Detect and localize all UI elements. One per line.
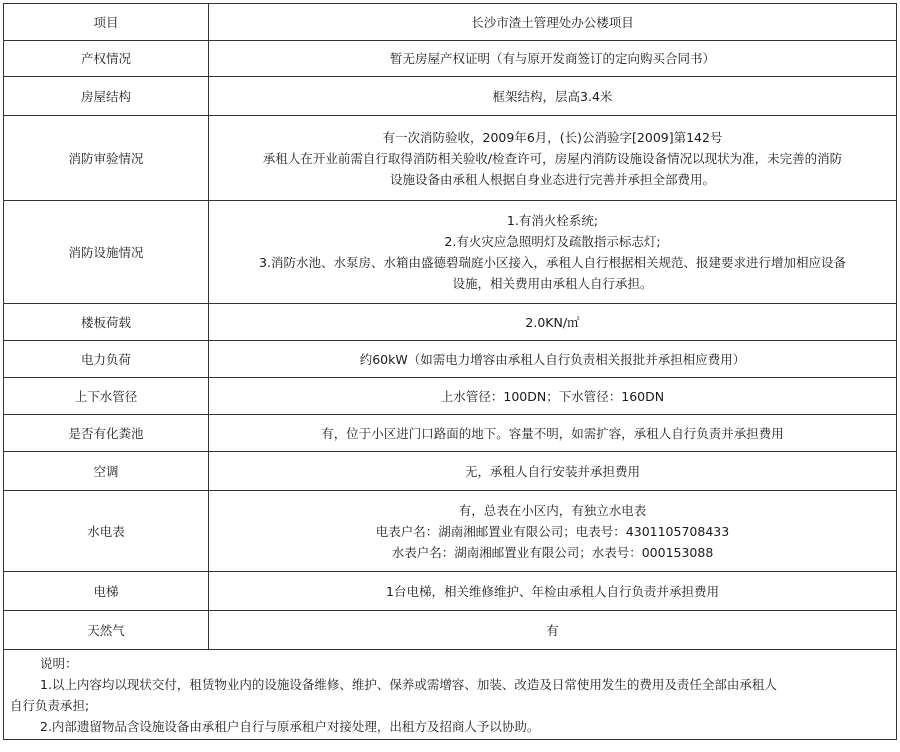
value-line: 约60kW（如需电力增容由承租人自行负责相关报批并承担相应费用）: [359, 351, 746, 367]
row-label: 空调: [4, 452, 209, 491]
value-line: 2.0KN/㎡: [525, 314, 580, 330]
value-line: 1.有消火栓系统;: [506, 213, 599, 228]
row-label: 电梯: [4, 572, 209, 611]
row-value: [209, 4, 897, 41]
value-line: 2.有火灾应急照明灯及疏散指示标志灯;: [444, 234, 661, 249]
row-value: [209, 572, 897, 611]
value-line: 3.消防水池、水泵房、水箱由盛德碧瑞庭小区接入，承租人自行根据相关规范、报建要求进行增加相应设备: [259, 255, 846, 270]
notes-cell: [4, 650, 897, 740]
value-line: 有，位于小区进门口路面的地下。容量不明，如需扩容，承租人自行负责并承担费用: [321, 425, 784, 441]
table-row: [4, 415, 897, 452]
value-line: 设施设备由承租人根据自身业态进行完善并承担全部费用。: [389, 171, 715, 187]
row-value: [209, 415, 897, 452]
value-line: 1台电梯，相关维修维护、年检由承租人自行负责并承担费用: [386, 583, 719, 599]
row-value: [209, 201, 897, 304]
row-value: [209, 611, 897, 650]
row-label: 产权情况: [4, 41, 209, 77]
row-value: [209, 304, 897, 341]
row-label: 消防审验情况: [4, 116, 209, 201]
table-row: [4, 4, 897, 41]
table-row: [4, 41, 897, 77]
row-value: [209, 116, 897, 201]
row-label: 房屋结构: [4, 77, 209, 116]
table-row: [4, 491, 897, 572]
row-label: 电力负荷: [4, 341, 209, 378]
value-line: 有: [546, 622, 559, 638]
row-value: [209, 341, 897, 378]
value-line: 上水管径：100DN；下水管径：160DN: [440, 388, 665, 404]
value-line: 水表户名：湖南湘邮置业有限公司；水表号：000153088: [391, 544, 714, 560]
table-row: [4, 201, 897, 304]
row-label: 上下水管径: [4, 378, 209, 415]
table-row: [4, 378, 897, 415]
value-line: 电表户名：湖南湘邮置业有限公司；电表号：4301105708433: [375, 523, 730, 539]
table-row: [4, 452, 897, 491]
notes-row: [4, 650, 897, 740]
notes-heading: 说明：: [40, 656, 78, 671]
row-label: 消防设施情况: [4, 201, 209, 304]
row-value: [209, 491, 897, 572]
table-row: [4, 116, 897, 201]
value-line: 有一次消防验收，2009年6月，(长)公消验字[2009]第142号: [382, 129, 723, 145]
row-value: [209, 452, 897, 491]
row-label: 是否有化粪池: [4, 415, 209, 452]
property-info-table: [3, 3, 897, 740]
table-row: [4, 77, 897, 116]
value-line: 无，承租人自行安装并承担费用: [464, 463, 640, 479]
notes-line: 1.以上内容均以现状交付，租赁物业内的设施设备维修、维护、保养或需增容、加装、改造及日常使用发生的费用及责任全部由承租人: [40, 677, 777, 692]
table-row: [4, 341, 897, 378]
value-line: 长沙市渣土管理处办公楼项目: [471, 14, 634, 30]
row-label: 水电表: [4, 491, 209, 572]
value-line: 设施，相关费用由承租人自行承担。: [452, 276, 653, 291]
row-label: 天然气: [4, 611, 209, 650]
row-value: [209, 378, 897, 415]
value-line: 承租人在开业前需自行取得消防相关验收/检查许可，房屋内消防设施设备情况以现状为准，未完善的消防: [262, 150, 843, 166]
row-label: 楼板荷载: [4, 304, 209, 341]
row-label: 项目: [4, 4, 209, 41]
value-line: 框架结构，层高3.4米: [492, 88, 613, 104]
table-row: [4, 304, 897, 341]
table-row: [4, 572, 897, 611]
value-line: 暂无房屋产权证明（有与原开发商签订的定向购买合同书）: [389, 51, 715, 66]
notes-line: 自行负责承担;: [10, 698, 90, 713]
value-line: 有，总表在小区内，有独立水电表: [458, 502, 647, 518]
row-value: [209, 41, 897, 77]
notes-line: 2.内部遗留物品含设施设备由承租户自行与原承租户对接处理，出租方及招商人予以协助。: [40, 719, 540, 734]
row-value: [209, 77, 897, 116]
table-row: [4, 611, 897, 650]
